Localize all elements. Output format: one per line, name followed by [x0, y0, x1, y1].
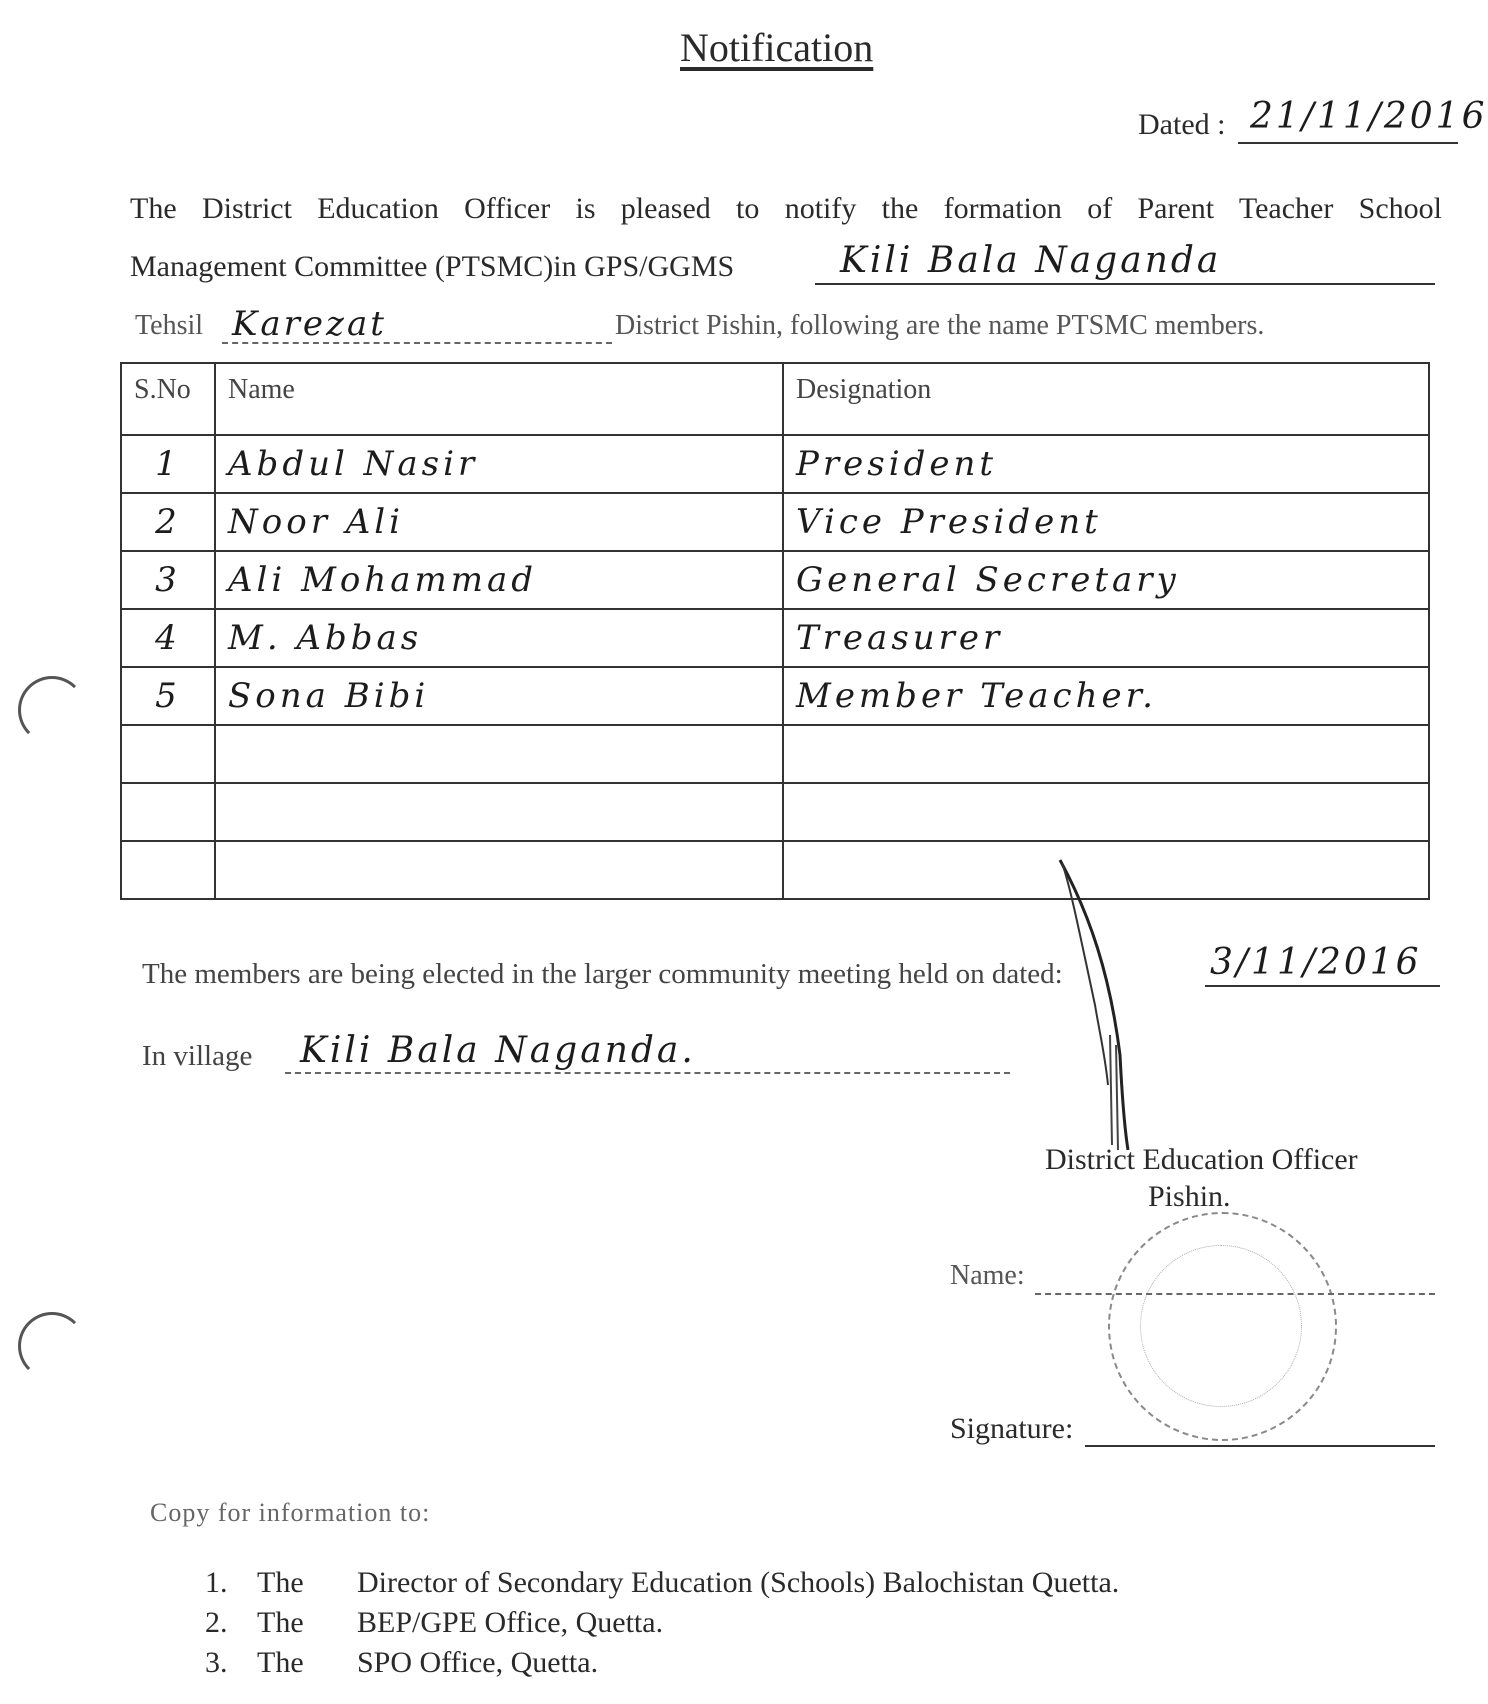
row-designation: Treasurer	[783, 609, 1429, 667]
document-title: Notification	[680, 25, 874, 70]
table-row	[121, 551, 1429, 609]
list-item	[205, 1606, 1305, 1646]
list-item-the: The	[257, 1646, 304, 1679]
official-stamp-inner	[1140, 1245, 1302, 1407]
list-item	[205, 1646, 1305, 1686]
signature-line	[1085, 1445, 1435, 1447]
notification-paragraph-line1: The District Education Officer is pleased to notify the formation of Parent Teacher School	[130, 192, 1442, 225]
row-name: Abdul Nasir	[215, 435, 783, 493]
row-designation: General Secretary	[783, 551, 1429, 609]
header-sno: S.No	[121, 363, 215, 435]
row-sno: 4	[121, 609, 215, 667]
punch-hole	[18, 1312, 86, 1380]
table-row	[121, 609, 1429, 667]
row-designation	[783, 725, 1429, 783]
row-name	[215, 725, 783, 783]
notification-paragraph-line2: Management Committee (PTSMC)in GPS/GGMS	[130, 250, 735, 283]
row-name	[215, 841, 783, 899]
dated-label: Dated :	[1138, 108, 1226, 141]
copy-label: Copy for information to:	[150, 1498, 431, 1527]
row-name: Sona Bibi	[215, 667, 783, 725]
table-row	[121, 435, 1429, 493]
list-item-the: The	[257, 1566, 304, 1599]
school-name-line	[815, 283, 1435, 285]
meeting-date-value: 3/11/2016	[1210, 942, 1422, 983]
table-row	[121, 493, 1429, 551]
dated-line	[1238, 142, 1458, 144]
tehsil-label: Tehsil	[135, 310, 204, 341]
row-designation: President	[783, 435, 1429, 493]
row-sno: 1	[121, 435, 215, 493]
list-item-text: SPO Office, Quetta.	[357, 1646, 599, 1679]
punch-hole	[18, 676, 86, 744]
school-name-value: Kili Bala Naganda	[840, 240, 1222, 281]
name-line	[1035, 1293, 1435, 1295]
row-name: M. Abbas	[215, 609, 783, 667]
copy-list	[205, 1566, 1305, 1686]
village-value: Kili Bala Naganda.	[300, 1030, 696, 1071]
village-label: In village	[142, 1040, 253, 1072]
list-item-number: 1.	[205, 1566, 228, 1599]
row-sno: 3	[121, 551, 215, 609]
list-item-number: 3.	[205, 1646, 228, 1679]
list-item-the: The	[257, 1606, 304, 1639]
signature-label: Signature:	[950, 1412, 1074, 1445]
district-text: District Pishin, following are the name PTSMC members.	[615, 310, 1265, 341]
row-sno	[121, 725, 215, 783]
row-name: Noor Ali	[215, 493, 783, 551]
officer-location: Pishin.	[1148, 1180, 1231, 1213]
table-row	[121, 667, 1429, 725]
row-name: Ali Mohammad	[215, 551, 783, 609]
row-designation	[783, 783, 1429, 841]
members-table	[120, 362, 1430, 900]
row-sno	[121, 783, 215, 841]
header-name: Name	[215, 363, 783, 435]
officer-title: District Education Officer	[1045, 1143, 1358, 1176]
list-item-text: BEP/GPE Office, Quetta.	[357, 1606, 664, 1639]
table-row	[121, 725, 1429, 783]
row-designation: Vice President	[783, 493, 1429, 551]
list-item-text: Director of Secondary Education (Schools) Balochistan Quetta.	[357, 1566, 1120, 1599]
header-designation: Designation	[783, 363, 1429, 435]
table-row	[121, 841, 1429, 899]
signature-scrawl	[1050, 855, 1170, 1155]
table-header-row	[121, 363, 1429, 435]
village-line	[285, 1072, 1010, 1074]
row-sno: 2	[121, 493, 215, 551]
list-item	[205, 1566, 1305, 1606]
dated-value: 21/11/2016	[1250, 96, 1488, 137]
list-item-number: 2.	[205, 1606, 228, 1639]
meeting-date-line	[1205, 985, 1440, 987]
table-row	[121, 783, 1429, 841]
row-sno: 5	[121, 667, 215, 725]
name-label: Name:	[950, 1260, 1025, 1291]
tehsil-value: Karezat	[232, 304, 387, 344]
row-sno	[121, 841, 215, 899]
meeting-label: The members are being elected in the larger community meeting held on dated:	[142, 958, 1063, 990]
row-designation: Member Teacher.	[783, 667, 1429, 725]
row-name	[215, 783, 783, 841]
